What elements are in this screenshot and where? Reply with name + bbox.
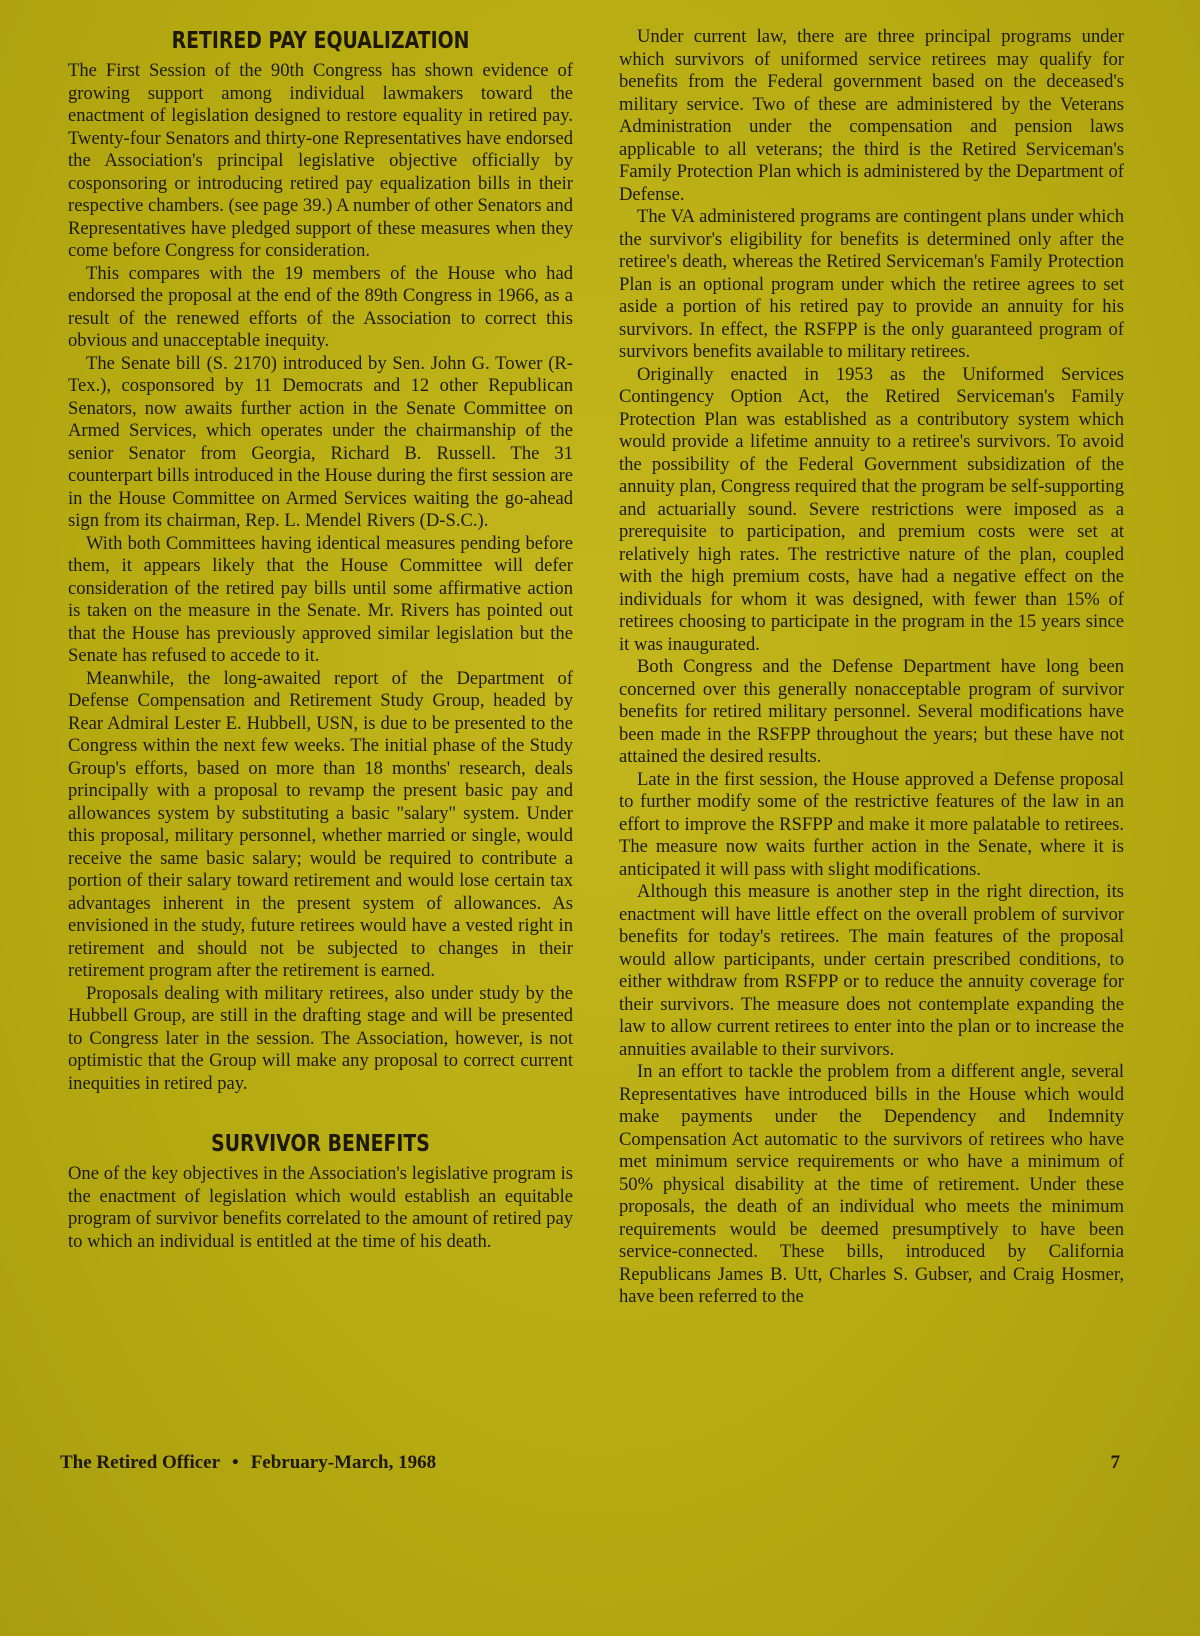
retired-pay-heading: RETIRED PAY EQUALIZATION xyxy=(171,28,470,54)
survivor-benefits-article-start xyxy=(68,1163,573,1253)
paragraph: The Senate bill (S. 2170) introduced by Sen. John G. Tower (R-Tex.), cosponsored by 11 Democrats and 12 other Republican Senators, now awaits further action in the Senate Committee on Armed Services, which operates under the chairmanship of the senior Senator from Georgia, Richard B. Russell. The 31 counterpart bills introduced in the House during the first session are in the House Committee on Armed Services waiting the go-ahead sign from its chairman, Rep. L. Mendel Rivers (D-S.C.). xyxy=(68,352,574,531)
paragraph: In an effort to tackle the problem from a different angle, several Representatives have introduced bills in the House which would make payments under the Dependency and Indemnity Compensation Act automatic to the survivors of retirees who have met minimum service requirements or who have a minimum of 50% physical disability at the time of retirement. Under these proposals, the death of an individual who meets the minimum requirements would be deemed presumptively to have been service-connected. These bills, introduced by California Republicans James B. Utt, Charles S. Gubser, and Craig Hosmer, have been referred to the xyxy=(619,1061,1124,1307)
paragraph: Late in the first session, the House approved a Defense proposal to further modify some of the restrictive features of the law in an effort to improve the RSFPP and make it more palatable to retirees. The measure now waits further action in the Senate, where it is anticipated it will pass with slight modifications. xyxy=(619,768,1124,880)
publication-name: The Retired Officer xyxy=(60,1452,221,1473)
paragraph: The First Session of the 90th Congress has shown evidence of growing support among individual lawmakers toward the enactment of legislation designed to restore equality in retired pay. Twenty-four Senators and thirty-one Representatives have endorsed the Association's principal legislative objective officially by cosponsoring or introducing retired pay equalization bills in their respective chambers. (see page 39.) A number of other Senators and Representatives have pledged support of these measures when they come before Congress for consideration. xyxy=(68,60,573,261)
survivor-benefits-heading: SURVIVOR BENEFITS xyxy=(211,1131,430,1157)
paragraph: Proposals dealing with military retirees, also under study by the Hubbell Group, are still in the drafting stage and will be presented to Congress later in the session. The Association, however, is not optimistic that the Group will make any proposal to correct current inequities in retired pay. xyxy=(68,982,573,1094)
paragraph: This compares with the 19 members of the House who had endorsed the proposal at the end of the 89th Congress in 1966, as a result of the renewed efforts of the Association to correct this obvious and unacceptable inequity. xyxy=(68,262,573,351)
paragraph: One of the key objectives in the Association's legislative program is the enactment of legislation which would establish an equitable program of survivor benefits correlated to the amount of retired pay to which an individual is entitled at the time of his death. xyxy=(68,1163,573,1252)
paragraph: Although this measure is another step in the right direction, its enactment will have little effect on the overall problem of survivor benefits for today's retirees. The main features of the proposal would allow participants, under certain prescribed conditions, to either withdraw from RSFPP or to reduce the annuity coverage for their survivors. The measure does not contemplate expanding the law to allow current retirees to enter into the plan or to increase the annuities available to their survivors. xyxy=(619,881,1124,1060)
paragraph: With both Committees having identical measures pending before them, it appears likely that the House Committee will defer consideration of the retired pay bills until some affirmative action is taken on the measure in the Senate. Mr. Rivers has pointed out that the House has previously approved similar legislation but the Senate has refused to accede to it. xyxy=(68,532,573,666)
footer-separator: • xyxy=(232,1452,239,1473)
footer-publication xyxy=(60,1452,436,1474)
page-number: 7 xyxy=(1110,1452,1120,1473)
paragraph: Originally enacted in 1953 as the Uniformed Services Contingency Option Act, the Retired Serviceman's Family Protection Plan was established as a contributory system which would provide a lifetime annuity to a retiree's survivors. To avoid the possibility of the Federal Government subsidization of the annuity plan, Congress required that the program be self-supporting and actuarially sound. Severe restrictions were imposed as a prerequisite to participation, and premium costs were set at relatively high rates. The restrictive nature of the plan, coupled with the high premium costs, have had a negative effect on the individuals for whom it was designed, with fewer than 15% of retirees choosing to participate in the program in the 15 years since it was inaugurated. xyxy=(619,363,1124,655)
paragraph: Meanwhile, the long-awaited report of the Department of Defense Compensation and Retirement Study Group, headed by Rear Admiral Lester E. Hubbell, USN, is due to be presented to the Congress within the next few weeks. The initial phase of the Study Group's efforts, based on more than 18 months' research, deals principally with a proposal to revamp the present basic pay and allowances system by substituting a basic "salary" system. Under this proposal, military personnel, whether married or single, would receive the same basic salary; would be required to contribute a portion of their salary toward retirement and would lose certain tax advantages inherent in the present system of allowances. As envisioned in the study, future retirees would have a vested right in retirement and should not be subjected to changes in their retirement program after the retirement is earned. xyxy=(68,667,573,981)
paragraph: Both Congress and the Defense Department have long been concerned over this generally nonacceptable program of survivor benefits for retired military personnel. Several modifications have been made in the RSFPP throughout the years; but these have not attained the desired results. xyxy=(619,656,1124,767)
paragraph: The VA administered programs are contingent plans under which the survivor's eligibility for benefits is determined only after the retiree's death, whereas the Retired Serviceman's Family Protection Plan is an optional program under which the retiree agrees to set aside a portion of his retired pay to provide an annuity for his survivors. In effect, the RSFPP is the only guaranteed program of survivors benefits available to military retirees. xyxy=(619,206,1124,362)
right-column xyxy=(619,26,1124,1309)
retired-pay-article xyxy=(68,60,573,1095)
paragraph: Under current law, there are three principal programs under which survivors of uniformed service retirees may qualify for benefits from the Federal government based on the deceased's military service. Two of these are administered by the Veterans Administration under the compensation and pension laws applicable to all veterans; the third is the Retired Serviceman's Family Protection Plan which is administered by the Department of Defense. xyxy=(619,26,1124,205)
issue-date: February-March, 1968 xyxy=(250,1452,437,1473)
left-column xyxy=(68,26,573,1253)
